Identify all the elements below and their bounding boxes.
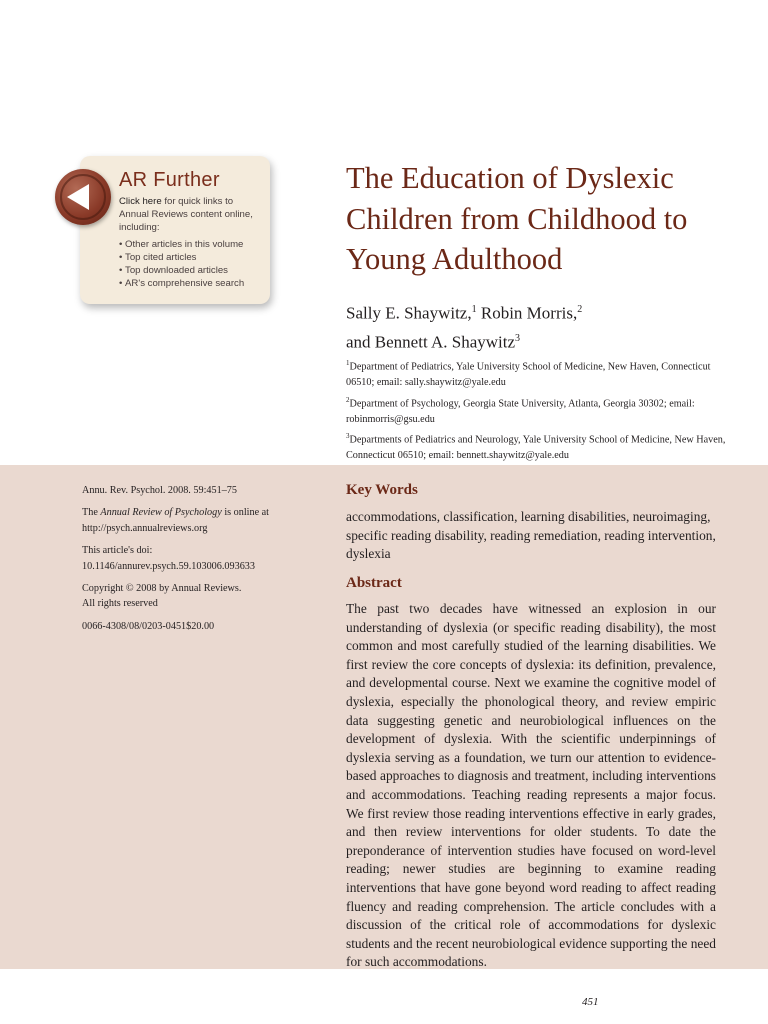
copyright-block (82, 581, 292, 612)
ar-further-text (119, 196, 265, 290)
ar-list-item[interactable]: • Top cited articles (119, 251, 265, 264)
affiliation-sup: 2 (346, 395, 350, 404)
affiliation (346, 393, 726, 428)
ar-further-intro: for quick links to Annual Reviews content online, including: (119, 196, 253, 233)
keywords-text: accommodations, classification, learning disabilities, neuroimaging, specific reading disability, reading remediation, reading intervention, dyslexia (346, 509, 716, 562)
ar-list-item[interactable]: • Top downloaded articles (119, 264, 265, 277)
doi-block (82, 543, 292, 574)
author-name: Sally E. Shaywitz, (346, 303, 472, 323)
ar-further-title: AR Further (119, 169, 220, 191)
ar-list-item[interactable]: • AR's comprehensive search (119, 277, 265, 290)
ar-further-list (119, 238, 265, 290)
article-title: The Education of Dyslexic Children from Childhood to Young Adulthood (346, 161, 688, 276)
citation: Annu. Rev. Psychol. 2008. 59:451–75 (82, 485, 237, 496)
online-note (82, 505, 292, 536)
online-pre: The (82, 507, 101, 519)
online-url[interactable]: is online at http://psych.annualreviews.org (82, 507, 270, 534)
journal-name: Annual Review of Psychology (100, 507, 222, 519)
abstract-heading: Abstract (346, 575, 402, 591)
rights: All rights reserved (82, 598, 158, 610)
author-name: Robin Morris, (476, 303, 578, 323)
author-name: and Bennett A. Shaywitz (346, 332, 516, 352)
copyright: Copyright © 2008 by Annual Reviews. (82, 583, 242, 595)
affiliation-sup: 3 (346, 432, 350, 441)
ar-list-item[interactable]: • Other articles in this volume (119, 238, 265, 251)
affiliations (346, 356, 726, 466)
doi-value: 10.1146/annurev.psych.59.103006.093633 (82, 560, 255, 572)
author-sup: 3 (515, 332, 521, 344)
affiliation-text: Department of Psychology, Georgia State University, Atlanta, Georgia 30302; email: robinmorris@gsu.edu (346, 397, 695, 425)
page-number: 451 (582, 996, 599, 1008)
doi-label: This article's doi: (82, 545, 153, 557)
author-list (346, 297, 726, 354)
affiliation (346, 356, 726, 391)
affiliation-sup: 1 (346, 359, 350, 367)
back-arrow-icon[interactable] (55, 169, 111, 225)
keywords-heading: Key Words (346, 482, 418, 498)
affiliation-text: Department of Pediatrics, Yale University School of Medicine, New Haven, Connecticut 06510; email: sally.shaywitz@yale.edu (346, 361, 711, 388)
abstract-text: The past two decades have witnessed an explosion in our understanding of dyslexia (or specific reading disability), the most common and most carefully studied of the learning disabilities. We first review the core concepts of dyslexia: its definition, prevalence, and developmental course. Next we examine the cognitive model of dyslexia, especially the phonological theory, and review empiric data suggesting genetic and neurobiological influences on the development of dyslexia. With the scientific underpinnings of dyslexia serving as a foundation, we turn our attention to evidence-based approaches to diagnosis and treatment, including interventions and accommodations. Teaching reading represents a major focus. We first review those reading interventions effective in early grades, and then review interventions for older students. To date the preponderance of intervention studies have focused on word-level reading; newer studies are beginning to examine reading interventions that have gone beyond word reading to affect reading fluency and reading comprehension. The article concludes with a discussion of the critical role of accommodations for dyslexic students and the recent neurobiological evidence supporting the need for such accommodations. (346, 601, 716, 970)
affiliation (346, 429, 726, 464)
article-metadata (82, 483, 292, 641)
issn-code: 0066-4308/08/0203-0451$20.00 (82, 620, 215, 632)
author-sup: 2 (577, 304, 583, 315)
click-here-link[interactable]: Click here (119, 196, 162, 207)
affiliation-text: Departments of Pediatrics and Neurology, Yale University School of Medicine, New Haven, Connecticut 06510; email: bennett.shaywitz@yale.edu (346, 434, 726, 462)
author-sup: 1 (471, 304, 477, 315)
